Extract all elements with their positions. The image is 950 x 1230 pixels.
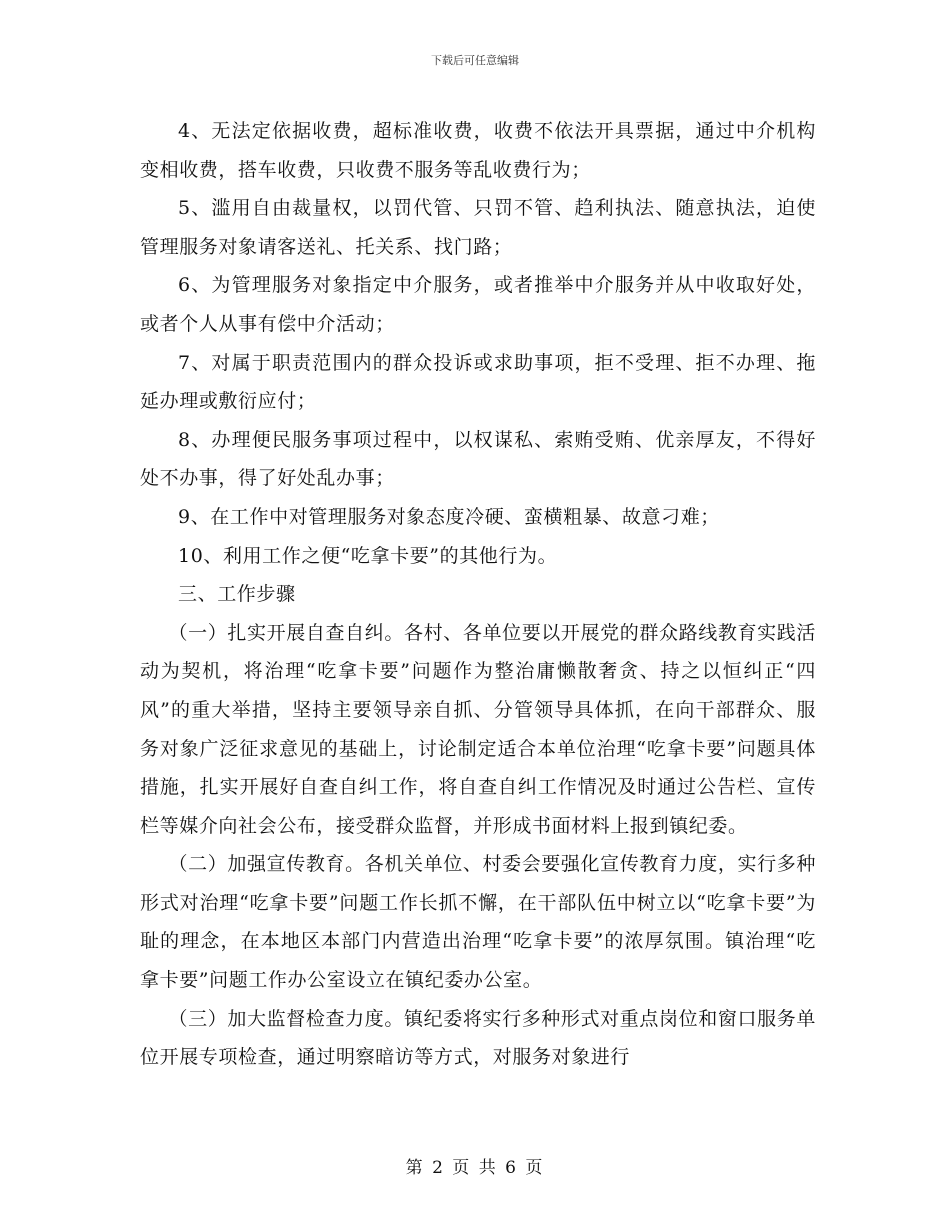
paragraph-item-9: 9、在工作中对管理服务对象态度冷硬、蛮横粗暴、故意刁难； bbox=[178, 505, 720, 528]
paragraph-item-6: 6、为管理服务对象指定中介服务，或者推举中介服务并从中收取好处，或者个人从事有偿中介活动； bbox=[140, 274, 816, 335]
paragraph-item-4: 4、无法定依据收费，超标准收费，收费不依法开具票据，通过中介机构变相收费，搭车收费，只收费不服务等乱收费行为； bbox=[140, 120, 816, 181]
paragraph-item-5: 5、滥用自由裁量权，以罚代管、只罚不管、趋利执法、随意执法，迫使管理服务对象请客送礼、托关系、找门路； bbox=[140, 197, 816, 258]
paragraph-item-10: 10、利用工作之便“吃拿卡要”的其他行为。 bbox=[178, 544, 558, 567]
paragraph-item-7: 7、对属于职责范围内的群众投诉或求助事项，拒不受理、拒不办理、拖延办理或敷衍应付； bbox=[140, 351, 816, 413]
paragraph-item-8: 8、办理便民服务事项过程中，以权谋私、索贿受贿、优亲厚友，不得好处不办事，得了好处乱办事； bbox=[140, 428, 816, 490]
paragraph-step-2: （二）加强宣传教育。各机关单位、村委会要强化宣传教育力度，实行多种形式对治理“吃拿卡要”问题工作长抓不懈，在干部队伍中树立以“吃拿卡要”为耻的理念，在本地区本部门内营造出治理“吃拿卡要”的浓厚氛围。镇治理“吃拿卡要”问题工作办公室设立在镇纪委办公室。 bbox=[140, 853, 816, 992]
page-header: 下载后可任意编辑 bbox=[431, 54, 519, 67]
page-footer: 第 2 页 共 6 页 bbox=[405, 1158, 545, 1178]
paragraph-step-1: （一）扎实开展自查自纠。各村、各单位要以开展党的群众路线教育实践活动为契机，将治理“吃拿卡要”问题作为整治庸懒散奢贪、持之以恒纠正“四风”的重大举措，坚持主要领导亲自抓、分管领导具体抓，在向干部群众、服务对象广泛征求意见的基础上，讨论制定适合本单位治理“吃拿卡要”问题具体措施，扎实开展好自查自纠工作，将自查自纠工作情况及时通过公告栏、宣传栏等媒介向社会公布，接受群众监督，并形成书面材料上报到镇纪委。 bbox=[140, 621, 816, 837]
section-heading: 三、工作步骤 bbox=[178, 583, 296, 606]
document-body bbox=[140, 112, 816, 1077]
paragraph-step-3: （三）加大监督检查力度。镇纪委将实行多种形式对重点岗位和窗口服务单位开展专项检查，通过明察暗访等方式，对服务对象进行 bbox=[140, 1007, 816, 1069]
